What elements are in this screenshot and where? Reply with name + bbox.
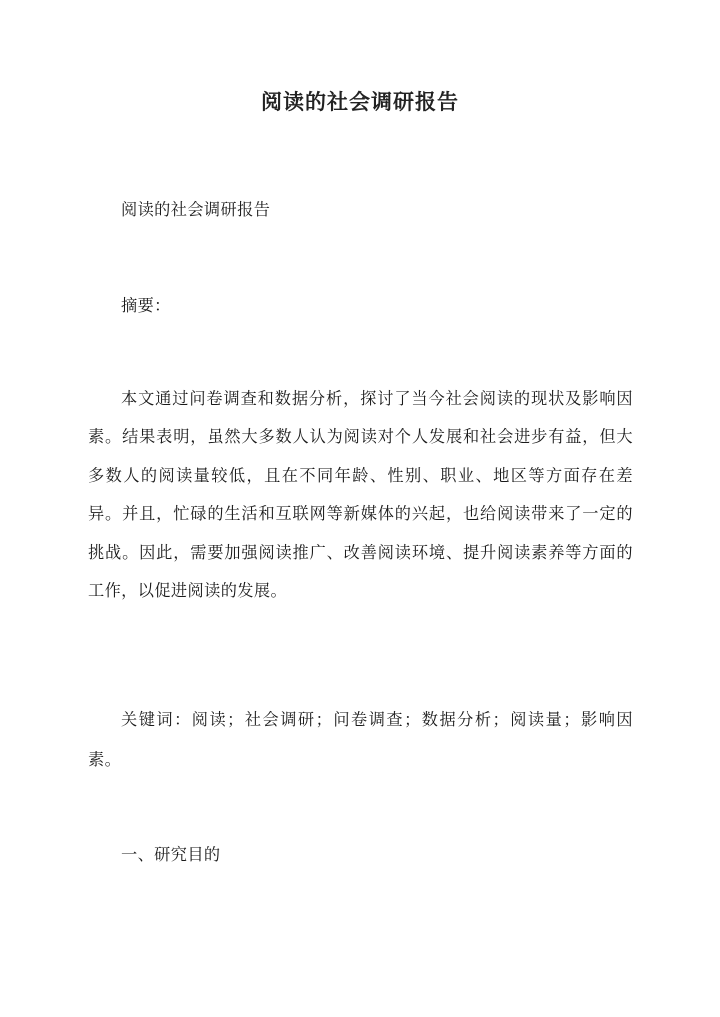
keywords-paragraph: 关键词：阅读；社会调研；问卷调查；数据分析；阅读量；影响因素。 xyxy=(88,710,633,769)
abstract-body: 本文通过问卷调查和数据分析，探讨了当今社会阅读的现状及影响因素。结果表明，虽然大多数人认为阅读对个人发展和社会进步有益，但大多数人的阅读量较低，且在不同年龄、性别、职业、地区等方面存在差异。并且，忙碌的生活和互联网等新媒体的兴起，也给阅读带来了一定的挑战。因此，需要加强阅读推广、改善阅读环境、提升阅读素养等方面的工作，以促进阅读的发展。 xyxy=(88,389,633,601)
abstract-label: 摘要： xyxy=(121,296,171,315)
document-title: 阅读的社会调研报告 xyxy=(261,89,459,114)
section-heading: 一、研究目的 xyxy=(121,845,221,864)
document-subtitle: 阅读的社会调研报告 xyxy=(121,200,271,219)
